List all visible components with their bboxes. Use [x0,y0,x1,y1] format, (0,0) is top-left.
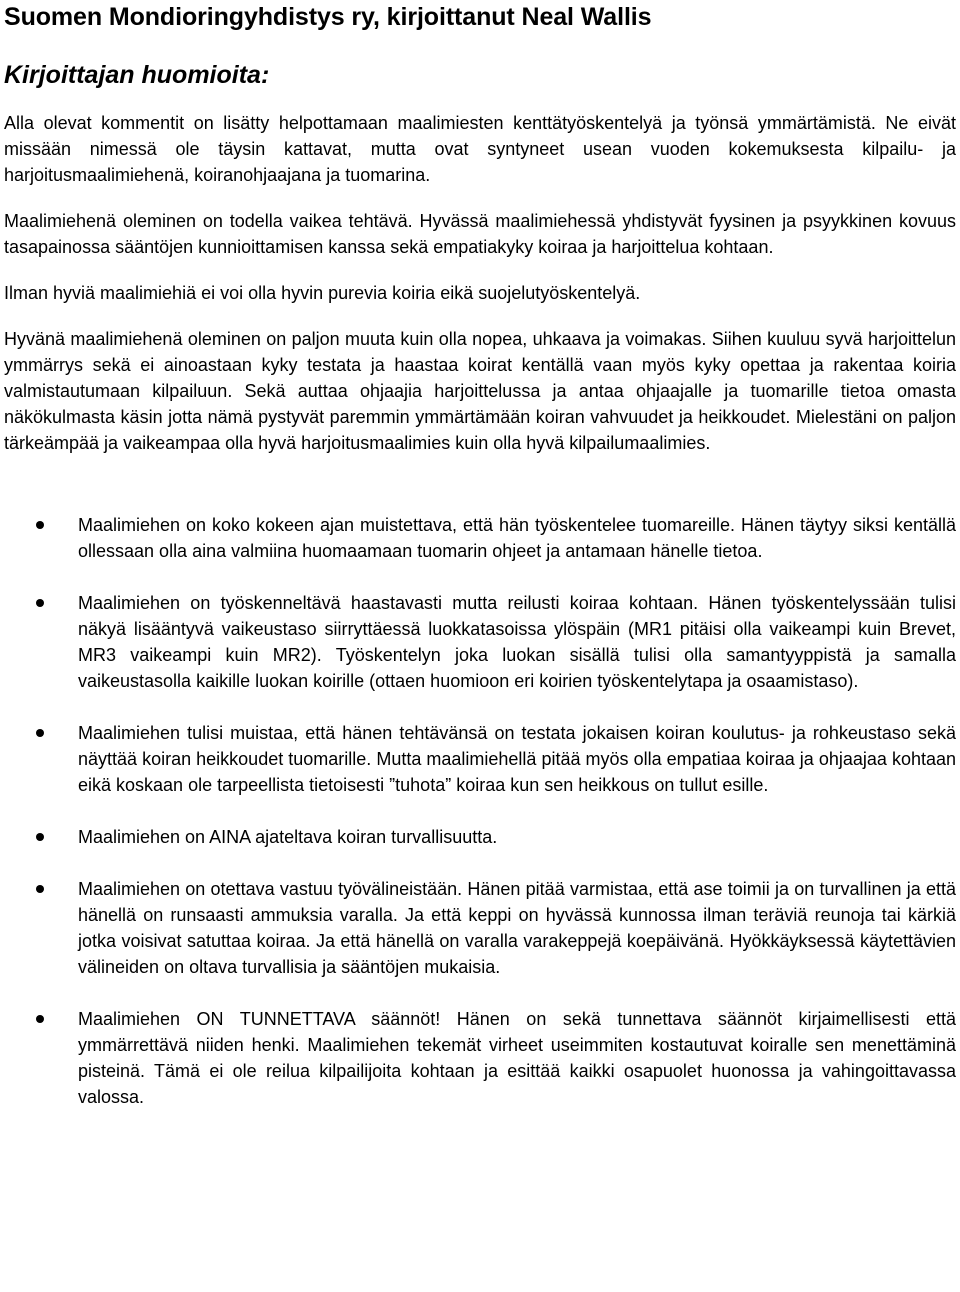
paragraph-good-decoys: Ilman hyviä maalimiehiä ei voi olla hyvin purevia koiria eikä suojelutyöskentelyä. [4,283,641,303]
list-item [4,1006,956,1110]
bullet-dot-icon [36,885,44,893]
bullet-dot-icon [36,599,44,607]
paragraph-difficulty: Maalimiehenä oleminen on todella vaikea tehtävä. Hyvässä maalimiehessä yhdistyvät fyysinen ja psyykkinen kovuus tasapainossa sääntöjen kunnioittamisen kanssa sekä empatiakyky koiraa ja harjoittelua kohtaan. [4,211,956,257]
list-item [4,590,956,694]
list-item [4,824,956,850]
list-item-text: Maalimiehen on otettava vastuu työvälineistään. Hänen pitää varmistaa, että ase toimii ja on turvallinen ja että hänellä on runsaasti ammuksia varalla. Ja että keppi on hyvässä kunnossa ilman teräviä reunoja tai kärkiä jotka voisivat satuttaa koiraa. Ja että hänellä on varalla varakeppejä koepäivänä. Hyökkäyksessä käytettävien välineiden on oltava turvallisia ja sääntöjen mukaisia. [78,879,956,977]
bullet-dot-icon [36,833,44,841]
list-item-text: Maalimiehen ON TUNNETTAVA säännöt! Hänen on sekä tunnettava säännöt kirjaimellisesti että ymmärrettävä niiden henki. Maalimiehen tekemät virheet useimmiten kostautuvat koiralle sen menettäminä pisteinä. Tämä ei ole reilua kilpailijoita kohtaan ja esittää kaikki osapuolet huonossa ja vahingoittavassa valossa. [78,1009,956,1107]
bullet-list [4,512,956,1110]
list-item-text: Maalimiehen on koko kokeen ajan muistettava, että hän työskentelee tuomareille. Hänen täytyy siksi kentällä ollessaan olla aina valmiina huomaamaan tuomarin ohjeet ja antamaan hänelle tietoa. [78,515,956,561]
list-item-text: Maalimiehen tulisi muistaa, että hänen tehtävänsä on testata jokaisen koiran koulutus- ja rohkeustaso sekä näyttää koiran heikkoudet tuomarille. Mutta maalimiehellä pitää myös olla empatiaa koiraa ja ohjaajaa kohtaan eikä koskaan ole tarpeellista tietoisesti ”tuhota” koiraa kun sen heikkous on tullut esille. [78,723,956,795]
document-title: Suomen Mondioringyhdistys ry, kirjoittanut Neal Wallis [4,3,652,31]
bullet-dot-icon [36,521,44,529]
author-notes-heading: Kirjoittajan huomioita: [4,61,270,89]
list-item-text: Maalimiehen on AINA ajateltava koiran turvallisuutta. [78,827,498,847]
document-page [4,0,956,1136]
list-item [4,512,956,564]
paragraph-intro: Alla olevat kommentit on lisätty helpottamaan maalimiesten kenttätyöskentelyä ja työnsä ymmärtämistä. Ne eivät missään nimessä ole täysin kattavat, mutta ovat syntyneet usean vuoden kokemuksesta kilpailu- ja harjoitusmaalimiehenä, koiranohjaajana ja tuomarina. [4,113,956,185]
list-item [4,720,956,798]
paragraph-more-than-fast: Hyvänä maalimiehenä oleminen on paljon muuta kuin olla nopea, uhkaava ja voimakas. Siihen kuuluu syvä harjoittelun ymmärrys sekä ei ainoastaan kyky testata ja haastaa koirat kentällä vaan myös kyky opettaa ja rakentaa koiria valmistautumaan kilpailuun. Sekä auttaa ohjaajia harjoittelussa ja antaa ohjaajalle ja tuomarille tietoa omasta näkökulmasta käsin jotta nämä pystyvät paremmin ymmärtämään koiran vahvuudet ja heikkoudet. Mielestäni on paljon tärkeämpää ja vaikeampaa olla hyvä harjoitusmaalimies kuin olla hyvä kilpailumaalimies. [4,329,956,453]
list-item-text: Maalimiehen on työskenneltävä haastavasti mutta reilusti koiraa kohtaan. Hänen työskentelyssään tulisi näkyä lisääntyvä vaikeustaso siirryttäessä luokkatasoissa ylöspäin (MR1 pitäisi olla vaikeampi kuin Brevet, MR3 vaikeampi kuin MR2). Työskentelyn joka luokan sisällä tulisi olla samantyyppistä ja samalla vaikeustasolla kaikille luokan koirille (ottaen huomioon eri koirien työskentelytapa ja osaamistaso). [78,593,956,691]
bullet-dot-icon [36,1015,44,1023]
list-item [4,876,956,980]
bullet-dot-icon [36,729,44,737]
